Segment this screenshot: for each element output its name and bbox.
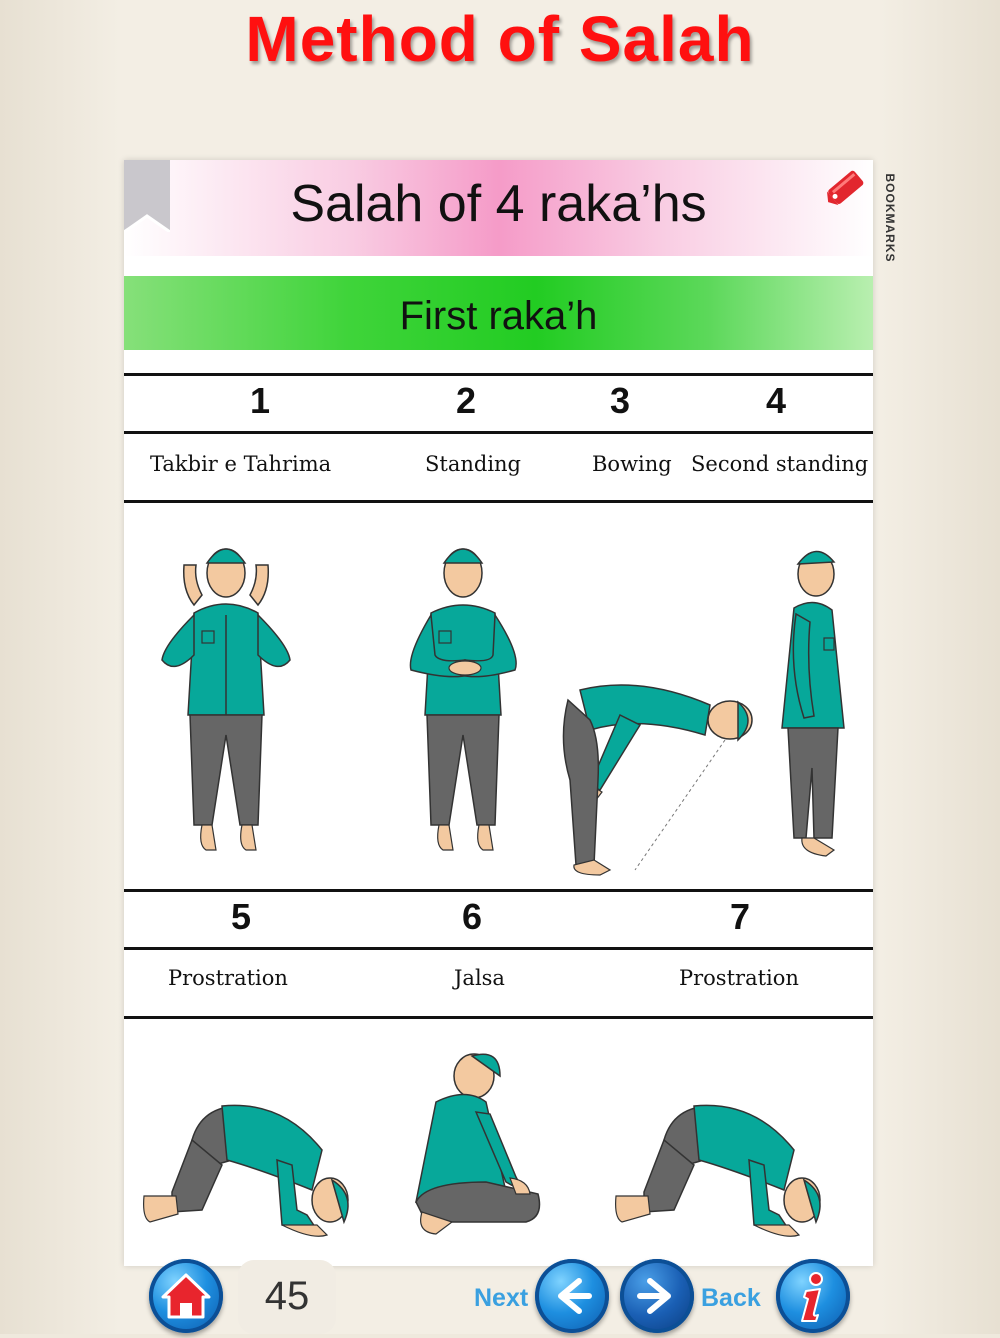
step-number-7: 7: [729, 896, 751, 937]
table-rule: [124, 431, 873, 434]
info-icon: [776, 1259, 850, 1333]
app-title: Method of Salah: [245, 3, 755, 75]
step-label-5: Prostration: [168, 966, 288, 990]
step-label-6: Jalsa: [454, 966, 505, 990]
arrow-left-icon: [535, 1259, 609, 1333]
home-icon: [149, 1259, 223, 1333]
figure-prostration-2: [614, 1100, 829, 1250]
step-number-1: 1: [249, 380, 271, 421]
page-title: Salah of 4 raka’hs: [290, 175, 707, 233]
figure-second-standing: [774, 538, 873, 878]
step-label-4: Second standing: [691, 452, 869, 476]
step-label-3: Bowing: [592, 452, 672, 476]
table-rule: [124, 500, 873, 503]
step-number-5: 5: [230, 896, 252, 937]
table-rule: [124, 1016, 873, 1019]
figure-jalsa: [406, 1042, 546, 1252]
step-number-2: 2: [455, 380, 477, 421]
tag-icon[interactable]: [821, 164, 869, 212]
step-label-2: Standing: [425, 452, 521, 476]
figure-bowing: [560, 660, 760, 880]
page-header: [124, 160, 873, 256]
section-title: First raka’h: [399, 294, 598, 338]
figure-standing: [399, 535, 539, 875]
home-button[interactable]: [149, 1259, 223, 1333]
back-label[interactable]: Back: [701, 1284, 761, 1312]
next-button[interactable]: [535, 1259, 609, 1333]
back-button[interactable]: [620, 1259, 694, 1333]
table-rule: [124, 373, 873, 376]
info-button[interactable]: [776, 1259, 850, 1333]
step-label-7: Prostration: [679, 966, 799, 990]
arrow-right-icon: [620, 1259, 694, 1333]
bookmarks-tab[interactable]: [873, 160, 901, 280]
table-rule: [124, 889, 873, 892]
page-number-box: [238, 1260, 336, 1334]
step-label-1: Takbir e Tahrima: [150, 452, 332, 476]
step-number-6: 6: [461, 896, 483, 937]
next-label[interactable]: Next: [474, 1284, 529, 1312]
page-number: 45: [264, 1274, 310, 1318]
section-band: [124, 276, 873, 350]
figure-prostration-1: [142, 1100, 357, 1250]
step-number-4: 4: [765, 380, 787, 421]
table-rule: [124, 947, 873, 950]
book-page: [124, 160, 873, 1266]
step-number-3: 3: [609, 380, 631, 421]
figure-takbir: [154, 535, 334, 875]
bookmarks-label: BOOKMARKS: [883, 173, 897, 263]
